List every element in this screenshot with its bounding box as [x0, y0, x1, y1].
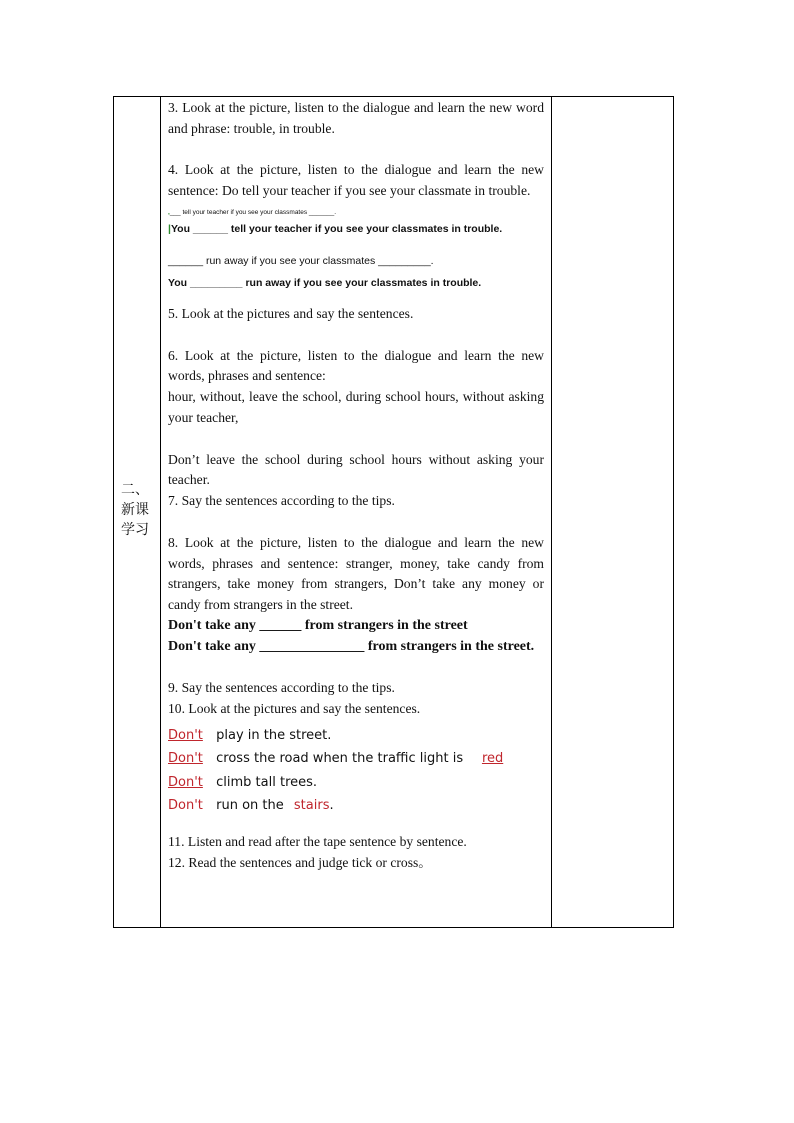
step-4-line-2: |You ______ tell your teacher if you see your classmates in trouble.: [168, 222, 503, 235]
fill-text-2: cross the road when the traffic light is: [216, 751, 464, 767]
section-column: [114, 97, 161, 927]
step-8-bold-2: Don't take any _______________ from strangers in the street.: [168, 638, 535, 654]
step-7: 7. Say the sentences according to the tips.: [168, 493, 395, 509]
step-5: 5. Look at the pictures and say the sentences.: [168, 305, 414, 321]
content-column: [168, 98, 544, 874]
step-4-line-3: ______ run away if you see your classmates _________.: [168, 254, 434, 267]
step-4-line-4: You _________ run away if you see your classmates in trouble.: [168, 276, 482, 289]
step-4-small-line: ,___ tell your teacher if you see your classmates _______.: [168, 208, 337, 216]
step-12: 12. Read the sentences and judge tick or cross。: [168, 854, 432, 870]
section-label-line3: 学习: [121, 522, 149, 538]
step-11: 11. Listen and read after the tape sentence by sentence.: [168, 833, 467, 849]
section-label-line1: 二、: [121, 482, 149, 498]
fill-answer-2: Don't: [168, 751, 203, 767]
notes-column: [551, 97, 675, 927]
step-8: 8. Look at the picture, listen to the dialogue and learn the new words, phrases and sentence: stranger, money, take candy from strangers, take money from strangers, Don’t take any money or candy from strangers in the street.: [168, 534, 544, 613]
fill-in-sentences: [168, 724, 544, 818]
step-6-words: hour, without, leave the school, during school hours, without asking your teacher,: [168, 389, 544, 425]
step-6-sentence: Don’t leave the school during school hours without asking your teacher.: [168, 451, 544, 488]
fill-text-3: climb tall trees.: [216, 774, 318, 790]
fill-answer-4b: stairs: [293, 798, 330, 814]
step-9: 9. Say the sentences according to the tips.: [168, 680, 395, 696]
fill-line-1: [168, 724, 544, 748]
step-6: 6. Look at the picture, listen to the dialogue and learn the new words, phrases and sentence:: [168, 347, 544, 384]
fill-answer-4: Don't: [168, 798, 203, 814]
fill-text-1: play in the street.: [216, 727, 332, 743]
step-8-bold-1: Don't take any ______ from strangers in the street: [168, 617, 468, 633]
fill-line-4: [168, 794, 544, 818]
step-3: 3. Look at the picture, listen to the dialogue and learn the new word and phrase: trouble, in trouble.: [168, 100, 544, 136]
fill-line-3: [168, 771, 544, 795]
fill-text-4-end: .: [329, 798, 334, 814]
fill-text-4: run on the: [216, 798, 284, 814]
section-label-line2: 新课: [121, 502, 149, 518]
fill-answer-2b: red: [481, 751, 504, 767]
lesson-table: [113, 96, 674, 928]
fill-answer-1: Don't: [168, 727, 203, 743]
fill-answer-3: Don't: [168, 774, 203, 790]
section-label: [121, 480, 157, 540]
fill-line-2: [168, 747, 544, 771]
step-10: 10. Look at the pictures and say the sentences.: [168, 701, 421, 717]
step-4: 4. Look at the picture, listen to the dialogue and learn the new sentence: Do tell your teacher if you see your classmate in trouble.: [168, 162, 544, 199]
